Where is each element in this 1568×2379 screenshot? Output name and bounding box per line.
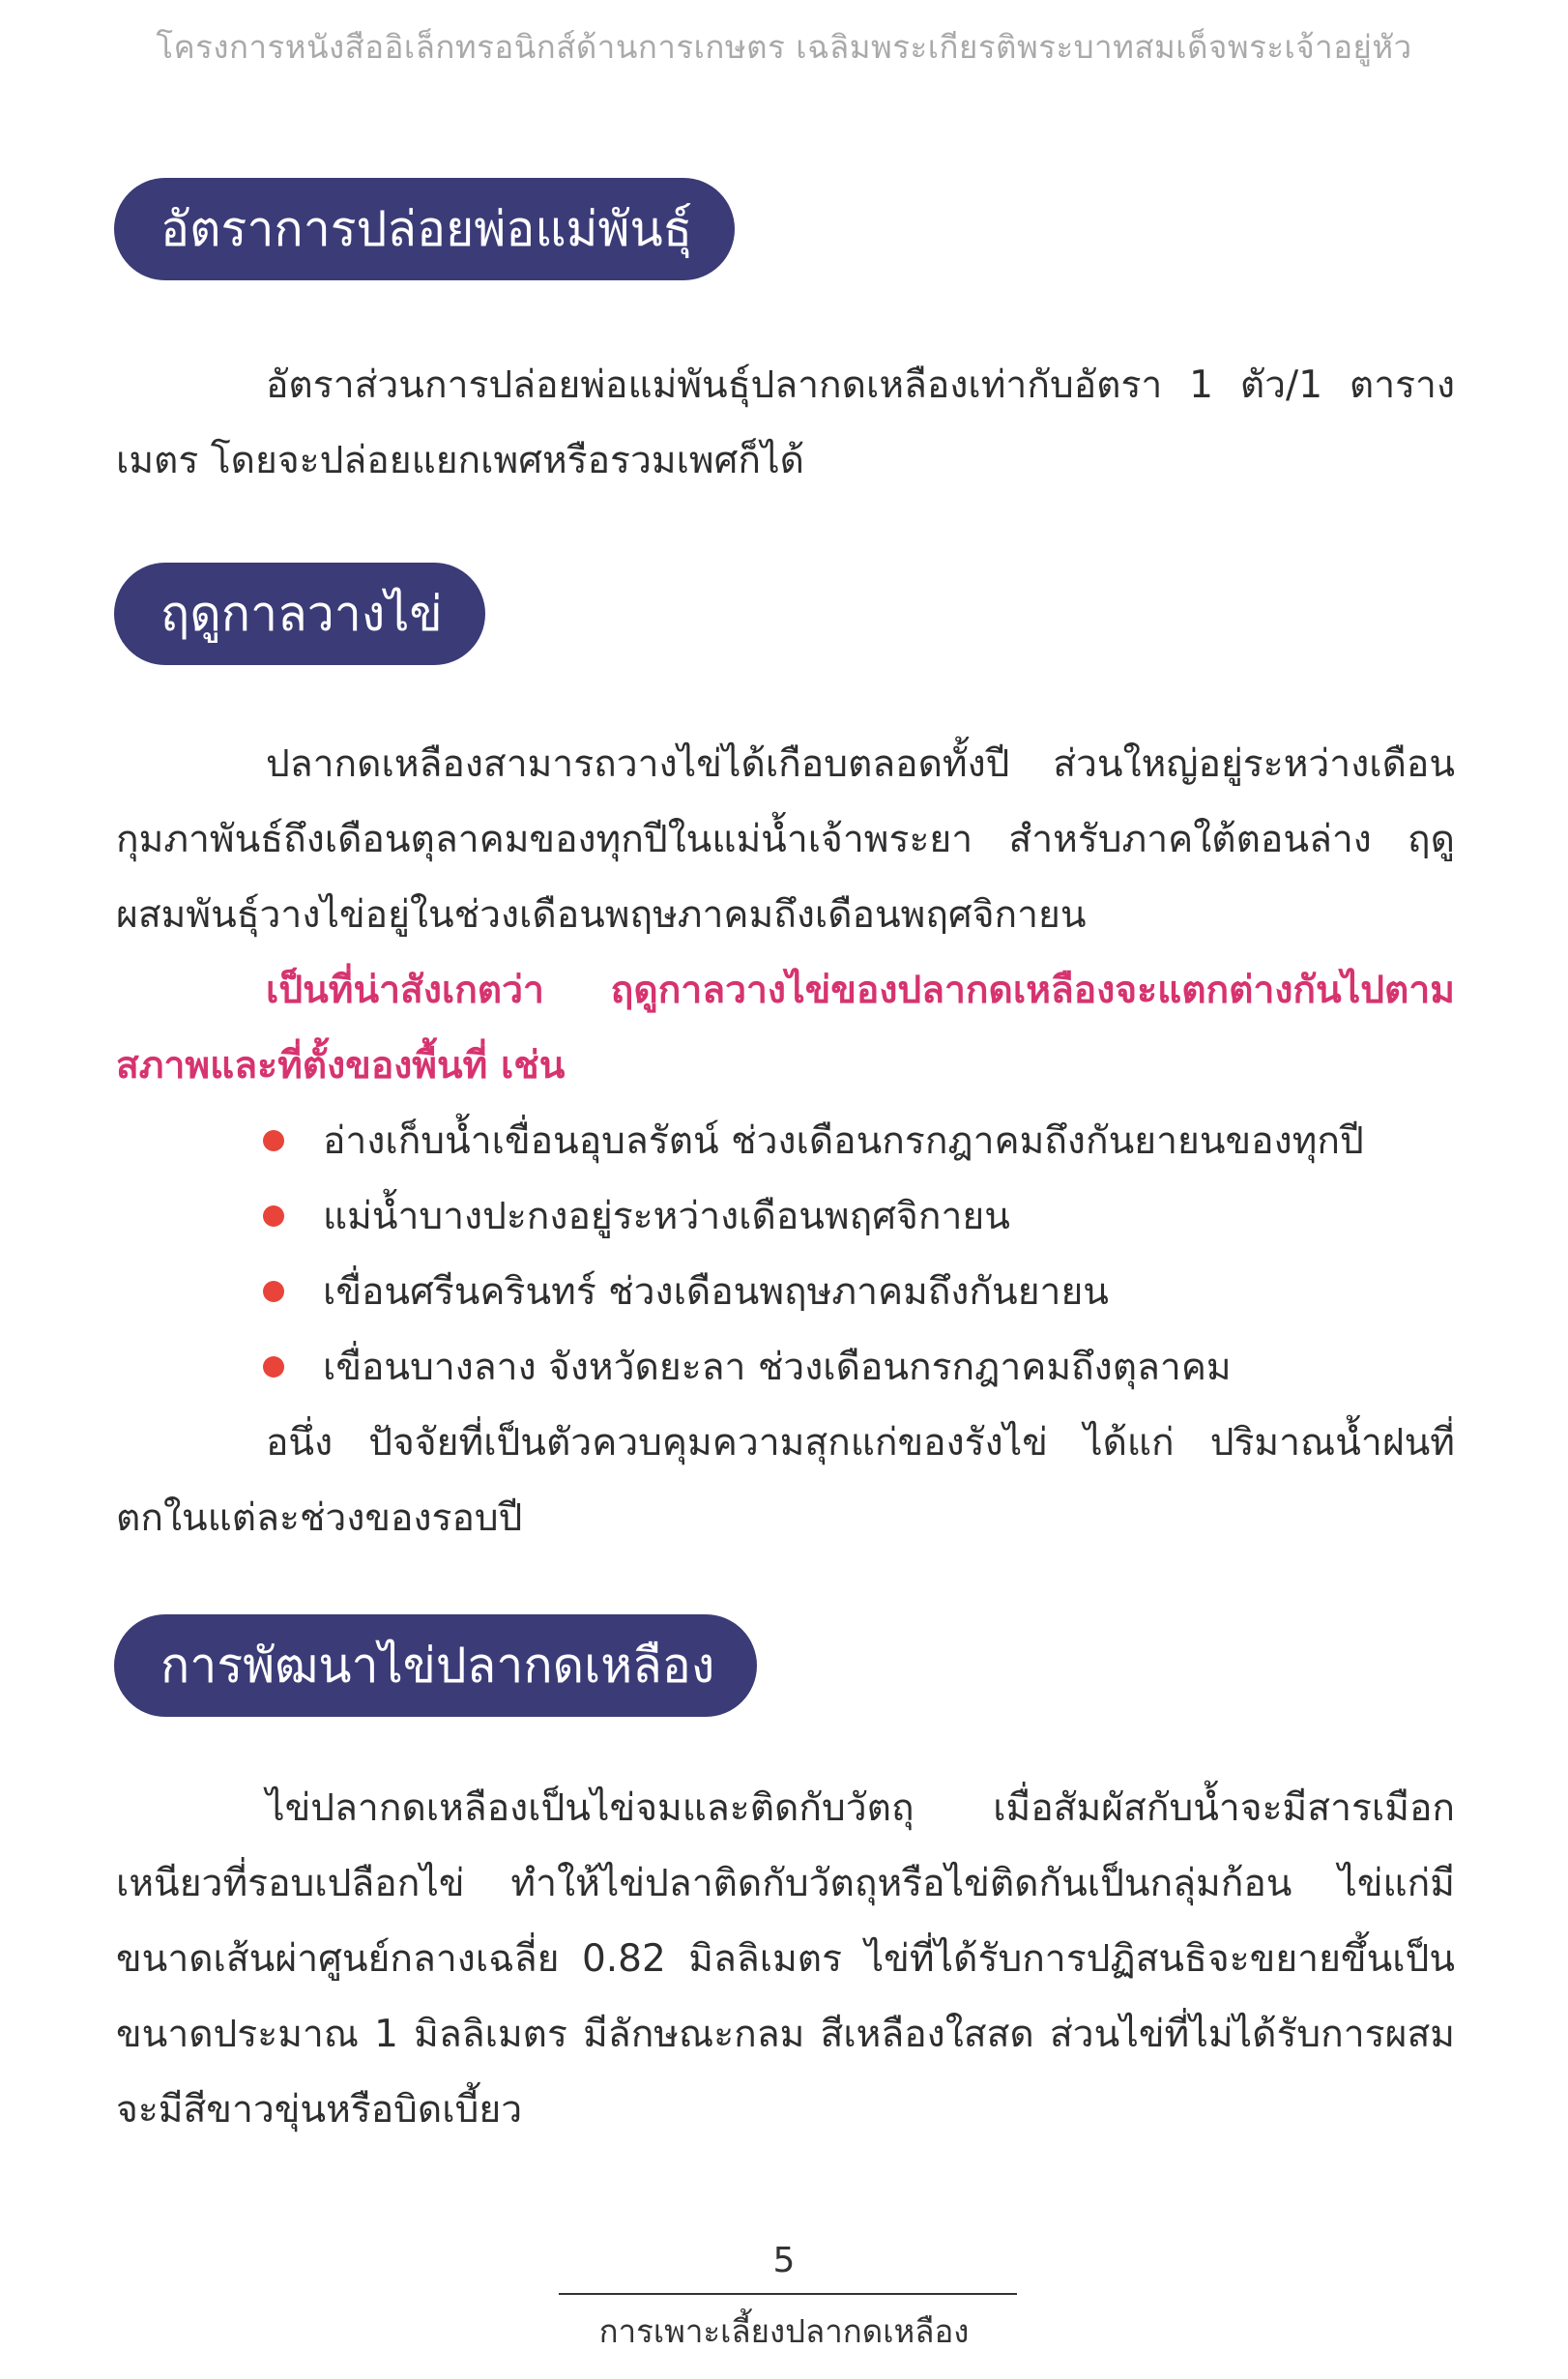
paragraph-spawning-season [116,727,1455,953]
highlight-paragraph [116,953,1455,1104]
footer-book-title: การเพาะเลี้ยงปลากดเหลือง [598,2312,970,2350]
list-item [263,1179,1462,1255]
list-item [263,1104,1462,1179]
paragraph-text: อนึ่ง ปัจจัยที่เป็นตัวควบคุมความสุกแก่ของรังไข่ ได้แก่ ปริมาณน้ำฝนที่ตกในแต่ละช่วงของรอบปี [116,1421,1455,1540]
bullet-dot-icon [263,1281,284,1302]
section-heading-breeder-release-rate: อัตราการปล่อยพ่อแม่พันธุ์ [114,178,735,280]
list-item-text: แม่น้ำบางปะกงอยู่ระหว่างเดือนพฤศจิกายน [323,1195,1010,1238]
list-item [263,1330,1462,1406]
bullet-dot-icon [263,1130,284,1151]
footer-divider [559,2293,1017,2295]
section-heading-spawning-season: ฤดูกาลวางไข่ [114,563,485,665]
paragraph-text: ปลากดเหลืองสามารถวางไข่ได้เกือบตลอดทั้งปี ส่วนใหญ่อยู่ระหว่างเดือนกุมภาพันธ์ถึงเดือนตุลาคมของทุกปีในแม่น้ำเจ้าพระยา สำหรับภาคใต้ตอนล่าง ฤดูผสมพันธุ์วางไข่อยู่ในช่วงเดือนพฤษภาคมถึงเดือนพฤศจิกายน [116,742,1455,937]
list-item-text: อ่างเก็บน้ำเขื่อนอุบลรัตน์ ช่วงเดือนกรกฎาคมถึงกันยายนของทุกปี [323,1119,1364,1163]
highlight-text: เป็นที่น่าสังเกตว่า ฤดูกาลวางไข่ของปลากดเหลืองจะแตกต่างกันไปตามสภาพและที่ตั้งของพื้นที่ เช่น [116,969,1455,1088]
paragraph-text: ไข่ปลากดเหลืองเป็นไข่จมและติดกับวัตถุ เมื่อสัมผัสกับน้ำจะมีสารเมือกเหนียวที่รอบเปลือกไข่ ทำให้ไข่ปลาติดกับวัตถุหรือไข่ติดกันเป็นกลุ่มก้อน ไข่แก่มีขนาดเส้นผ่าศูนย์กลางเฉลี่ย 0.82 มิลลิเมตร ไข่ที่ได้รับการปฏิสนธิจะขยายขึ้นเป็นขนาดประมาณ 1 มิลลิเมตร มีลักษณะกลม สีเหลืองใสสด ส่วนไข่ที่ไม่ได้รับการผสมจะมีสีขาวขุ่นหรือบิดเบี้ยว [116,1786,1455,2132]
paragraph-egg-development [116,1771,1455,2148]
bullet-dot-icon [263,1356,284,1378]
paragraph-breeder-release-rate [116,348,1455,499]
paragraph-closing-note [116,1406,1455,1556]
bullet-dot-icon [263,1205,284,1227]
list-item [263,1255,1462,1330]
list-item-text: เขื่อนบางลาง จังหวัดยะลา ช่วงเดือนกรกฎาคมถึงตุลาคม [323,1346,1232,1389]
paragraph-text: อัตราส่วนการปล่อยพ่อแม่พันธุ์ปลากดเหลืองเท่ากับอัตรา 1 ตัว/1 ตารางเมตร โดยจะปล่อยแยกเพศหรือรวมเพศก็ได้ [116,363,1455,482]
page-header: โครงการหนังสืออิเล็กทรอนิกส์ด้านการเกษตร เฉลิมพระเกียรติพระบาทสมเด็จพระเจ้าอยู่หัว [156,28,1412,66]
page-number: 5 [772,2241,796,2280]
spawning-locations-list [263,1104,1462,1406]
section-heading-egg-development: การพัฒนาไข่ปลากดเหลือง [114,1614,757,1717]
list-item-text: เขื่อนศรีนครินทร์ ช่วงเดือนพฤษภาคมถึงกันยายน [323,1270,1109,1314]
